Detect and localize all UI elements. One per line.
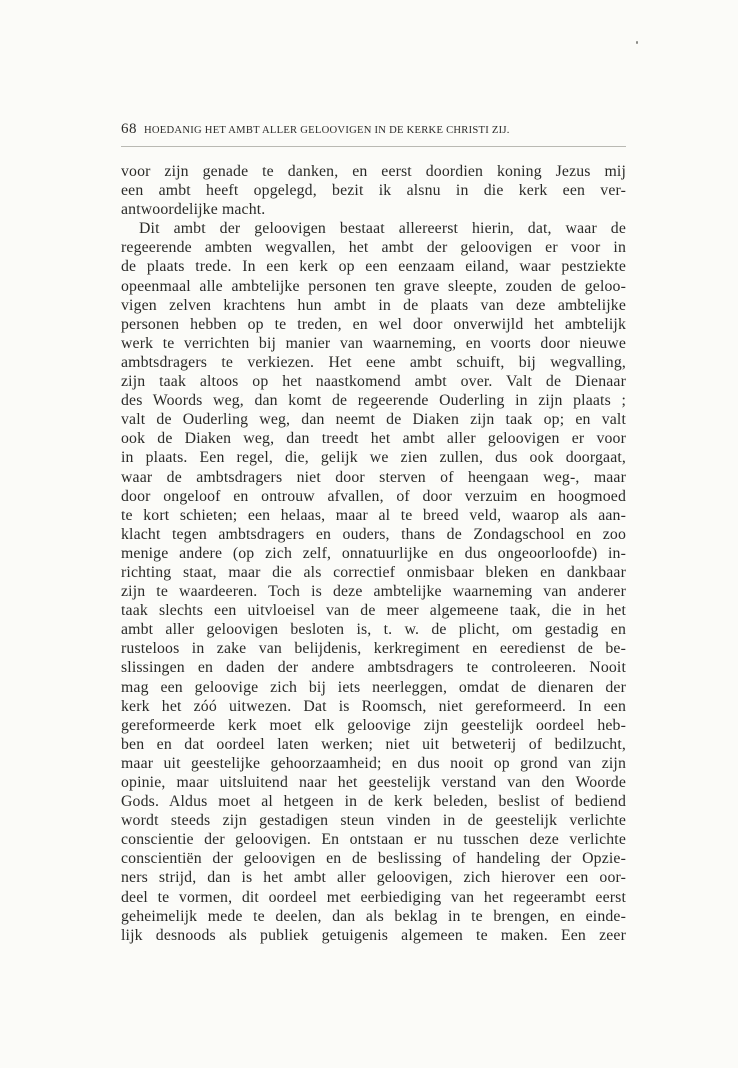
text-line: mag een geloovige zich bij iets neerleggen, omdat de dienaren der: [121, 678, 626, 696]
running-head: HOEDANIG HET AMBT ALLER GELOOVIGEN IN DE KERKE CHRISTI ZIJ.: [144, 125, 510, 136]
text-line: lijk desnoods als publiek getuigenis algemeen te maken. Een zeer: [121, 926, 626, 944]
text-line: Dit ambt der geloovigen bestaat allereerst hierin, dat, waar de: [139, 220, 626, 238]
text-line: taak slechts een uitvloeisel van de meer algemeene taak, die in het: [121, 602, 626, 620]
text-line: personen hebben op te treden, en wel door onverwijld het ambtelijk: [121, 315, 626, 333]
page-number: 68: [121, 121, 137, 137]
body-text: [121, 162, 626, 945]
text-line: kerk het zóó uitwezen. Dat is Roomsch, niet gereformeerd. In een: [121, 697, 626, 715]
text-line: conscientie der geloovigen. En ontstaan er nu tusschen deze verlichte: [121, 831, 626, 849]
text-line: slissingen en daden der andere ambtsdragers te controleeren. Nooit: [121, 659, 626, 677]
text-line: ners strijd, dan is het ambt aller geloovigen, zich hierover een oor-: [121, 869, 626, 887]
text-line: door ongeloof en ontrouw afvallen, of door verzuim en hoogmoed: [121, 487, 626, 505]
text-line: richting staat, maar die als correctief onmisbaar bleken en dankbaar: [121, 563, 626, 581]
text-line: ambt aller geloovigen besloten is, t. w. de plicht, om gestadig en: [121, 621, 626, 639]
text-line: Gods. Aldus moet al hetgeen in de kerk beleden, beslist of bediend: [121, 793, 626, 811]
text-line: maar uit geestelijke gehoorzaamheid; en dus nooit op grond van zijn: [121, 754, 626, 772]
text-line: voor zijn genade te danken, en eerst doordien koning Jezus mij: [121, 163, 626, 180]
text-line: te kort schieten; een helaas, maar al te breed veld, waarop als aan-: [121, 506, 626, 524]
text-line: ben en dat oordeel laten werken; niet uit betweterij of bedilzucht,: [121, 735, 626, 753]
text-line: in plaats. Een regel, die, gelijk we zien zullen, dus ook doorgaat,: [121, 449, 626, 467]
text-line: menige andere (op zich zelf, onnatuurlijke en dus ongeoorloofde) in-: [121, 544, 626, 562]
text-line: werk te verrichten bij manier van waarneming, en voorts door nieuwe: [121, 334, 626, 352]
text-line: wordt steeds zijn gestadigen steun vinden in de geestelijk verlichte: [121, 812, 626, 830]
text-line: zijn te waardeeren. Toch is deze ambtelijke waarneming van anderer: [121, 583, 626, 601]
text-line: regeerende ambten wegvallen, het ambt der geloovigen er voor in: [121, 239, 626, 257]
page-header: [121, 121, 626, 141]
text-line: de plaats trede. In een kerk op een eenzaam eiland, waar pestziekte: [121, 258, 626, 276]
ink-speck: [636, 41, 638, 44]
text-line: ambtsdragers te verkiezen. Het eene ambt schuift, bij wegvalling,: [121, 353, 626, 371]
text-line: klacht tegen ambtsdragers en ouders, thans de Zondagschool en zoo: [121, 525, 626, 543]
text-line: waar de ambtsdragers niet door sterven of heengaan weg-, maar: [121, 468, 626, 486]
text-line: valt de Ouderling weg, dan neemt de Diaken zijn taak op; en valt: [121, 411, 626, 429]
text-line: deel te vormen, dit oordeel met eerbiediging van het regeerambt eerst: [121, 888, 626, 906]
text-line: des Woords weg, dan komt de regeerende Ouderling in zijn plaats ;: [121, 392, 626, 410]
header-rule: [121, 146, 626, 147]
text-line: ook de Diaken weg, dan treedt het ambt aller geloovigen er voor: [121, 430, 626, 448]
text-line: gereformeerde kerk moet elk geloovige zijn geestelijk oordeel heb-: [121, 716, 626, 734]
text-line: zijn taak altoos op het naastkomend ambt over. Valt de Dienaar: [121, 373, 626, 391]
text-line: opeenmaal alle ambtelijke personen ten grave sleepte, zouden de geloo-: [121, 277, 626, 295]
text-line: een ambt heeft opgelegd, bezit ik alsnu in die kerk een ver-: [121, 182, 626, 200]
text-line: opinie, maar uitsluitend naar het geestelijk verstand van den Woorde: [121, 774, 626, 791]
text-line: conscientiën der geloovigen en de beslissing of handeling der Opzie-: [121, 850, 626, 868]
text-line: antwoordelijke macht.: [121, 201, 266, 219]
text-line: vigen zelven krachtens hun ambt in de plaats van deze ambtelijke: [121, 296, 626, 314]
text-line: rusteloos in zake van belijdenis, kerkregiment en eeredienst de be-: [121, 640, 626, 658]
text-line: geheimelijk mede te deelen, dan als beklag in te brengen, en einde-: [121, 907, 626, 925]
